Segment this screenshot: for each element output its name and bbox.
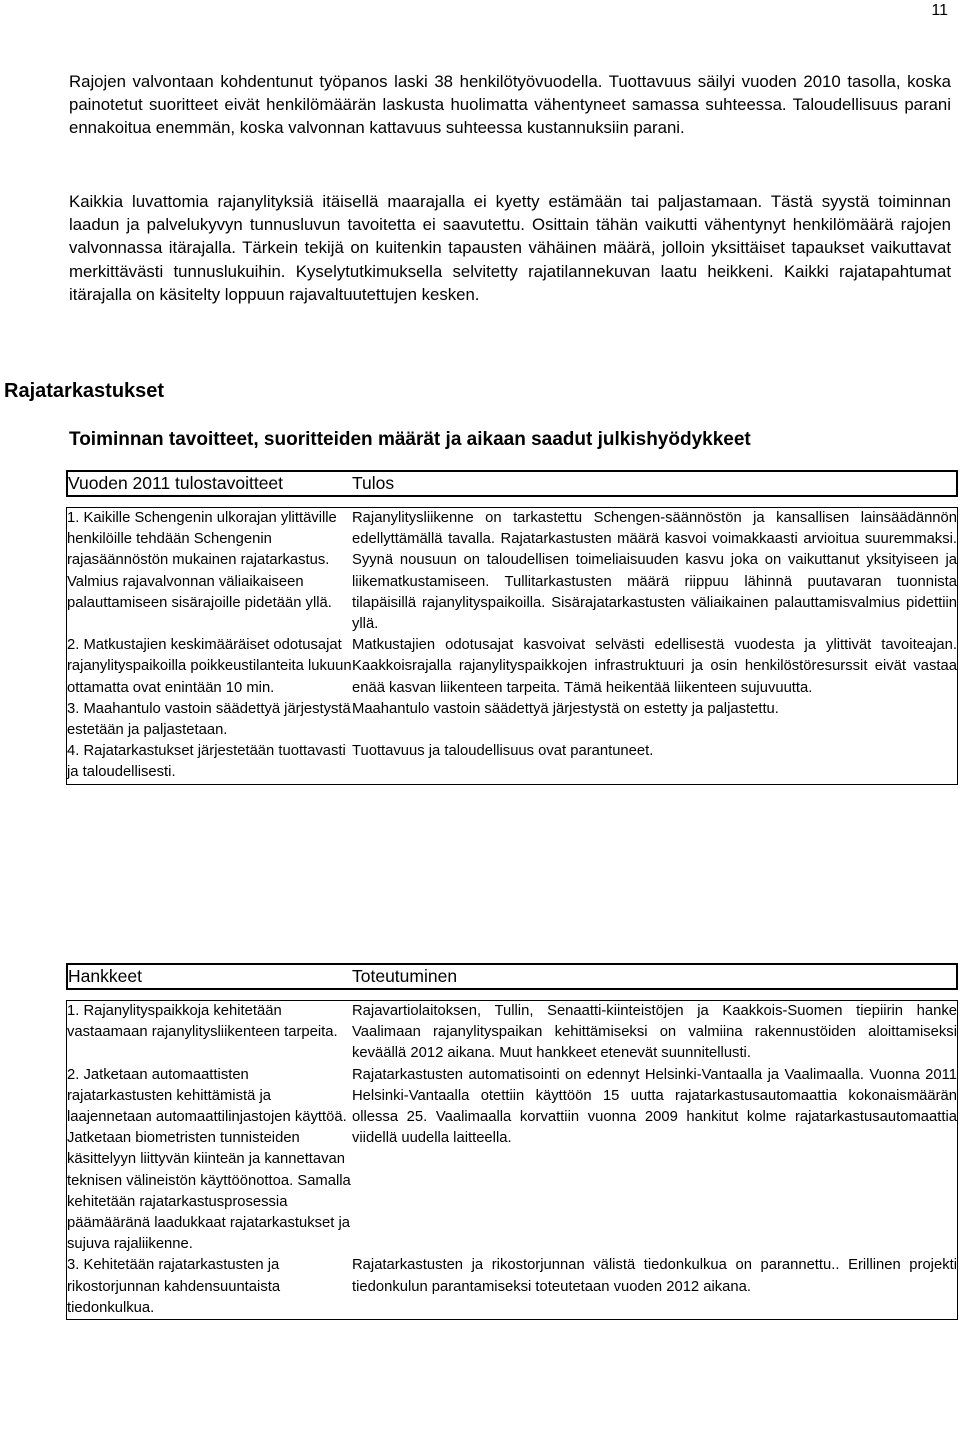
target-cell: 1. Kaikille Schengenin ulkorajan ylittäville henkilöille tehdään Schengenin rajasäännöstön mukainen rajatarkastus. Valmius rajavalvonnan väliaikaiseen palauttamiseen sisärajoille pidetään yllä. bbox=[66, 508, 352, 635]
column-header-implementation: Toteutuminen bbox=[352, 963, 958, 990]
table-row bbox=[66, 635, 958, 699]
target-cell: 4. Rajatarkastukset järjestetään tuottavasti ja taloudellisesti. bbox=[66, 741, 352, 784]
target-cell: 2. Matkustajien keskimääräiset odotusajat rajanylityspaikoilla poikkeustilanteita lukuun ottamatta ovat enintään 10 min. bbox=[66, 635, 352, 699]
table-row bbox=[66, 699, 958, 741]
column-header-targets: Vuoden 2011 tulostavoitteet bbox=[66, 470, 352, 497]
section-heading: Rajatarkastukset bbox=[4, 380, 165, 402]
result-cell: Rajanylitysliikenne on tarkastettu Schengen-säännöstön ja kansallisen lainsäädännön edellyttämällä tavalla. Rajatarkastusten määrä kasvoi voimakkaasti arvioitua suuremmaksi. Syynä nousuun on taloudellisen toimeliaisuuden kasvu joka on vaikuttanut yksityiseen ja liikematkustamiseen. Tullitarkastusten määrä riippuu lähinnä puutavaran tuonnista tilapäisillä rajanylityspaikoilla. Sisärajatarkastusten väliaikainen palauttamisvalmius pidettiin yllä. bbox=[352, 508, 958, 635]
result-cell: Matkustajien odotusajat kasvoivat selvästi edellisestä vuodesta ja ylittivät tavoiteajan. Kaakkoisrajalla rajanylityspaikkojen infrastruktuuri ja osin henkilöstöresurssit eivät vastaa enää kasvan liikenteen tarpeita. Tämä heikentää liikenteen sujuvuutta. bbox=[352, 635, 958, 699]
table-header-row bbox=[66, 963, 958, 990]
project-cell: 3. Kehitetään rajatarkastusten ja rikostorjunnan kahdensuuntaista tiedonkulkua. bbox=[66, 1255, 352, 1320]
project-cell: 2. Jatketaan automaattisten rajatarkastusten kehittämistä ja laajennetaan automaattilinjastojen käyttöä. Jatketaan biometristen tunnisteiden käsittelyyn liittyvän kiinteän ja kannettavan teknisen välineistön käyttöönottoa. Samalla kehitetään rajatarkastusprosessia päämääränä laadukkaat rajatarkastukset ja sujuva rajaliikenne. bbox=[66, 1065, 352, 1256]
result-cell: Maahantulo vastoin säädettyä järjestystä on estetty ja paljastettu. bbox=[352, 699, 958, 741]
implementation-cell: Rajavartiolaitoksen, Tullin, Senaatti-kiinteistöjen ja Kaakkois-Suomen tiepiirin hanke Vaalimaan rajanylityspaikan kehittämiseksi on valmiina rakennustöiden aloittamiseksi keväällä 2012 aikana. Muut hankkeet etenevät suunnitellusti. bbox=[352, 1001, 958, 1065]
target-cell: 3. Maahantulo vastoin säädettyä järjestystä estetään ja paljastetaan. bbox=[66, 699, 352, 741]
body-paragraph-border-crossings: Kaikkia luvattomia rajanylityksiä itäisellä maarajalla ei kyetty estämään tai paljastamaan. Tästä syystä toiminnan laadun ja palvelukyvyn tunnusluvun tavoitetta ei saavutettu. Osittain tähän vaikutti vähentynyt henkilömäärä rajojen valvonnassa itärajalla. Tärkein tekijä on kuitenkin tapausten vähäinen määrä, jolloin yksittäiset tapaukset vaikuttavat merkittävästi tunnuslukuihin. Kyselytutkimuksella selvitetty rajatilannekuvan laatu heikkeni. Kaikki rajatapahtumat itärajalla on käsitelty loppuun rajavaltuutettujen kesken. bbox=[69, 192, 951, 304]
table-row bbox=[66, 741, 958, 784]
column-header-results: Tulos bbox=[352, 470, 958, 497]
result-cell: Tuottavuus ja taloudellisuus ovat parantuneet. bbox=[352, 741, 958, 784]
implementation-cell: Rajatarkastusten automatisointi on edennyt Helsinki-Vantaalla ja Vaalimaalla. Vuonna 2011 Helsinki-Vantaalla otettiin käyttöön 15 uutta rajatarkastusautomaattia kokonaismäärän ollessa 25. Vaalimaalla korvattiin vuonna 2009 hankitut kolme rajatarkastusautomaattia viidellä uudella laitteella. bbox=[352, 1065, 958, 1256]
table-header-row bbox=[66, 470, 958, 497]
projects-table bbox=[66, 963, 958, 1320]
page-number: 11 bbox=[931, 2, 948, 19]
column-header-projects: Hankkeet bbox=[66, 963, 352, 990]
table-row bbox=[66, 1001, 958, 1065]
body-paragraph-productivity: Rajojen valvontaan kohdentunut työpanos laski 38 henkilötyövuodella. Tuottavuus säilyi vuoden 2010 tasolla, koska painotetut suoritteet eivät henkilömäärän laskusta huolimatta vähentyneet samassa suhteessa. Taloudellisuus parani ennakoitua enemmän, koska valvonnan kattavuus suhteessa kustannuksiin parani. bbox=[69, 72, 951, 138]
table-row bbox=[66, 508, 958, 635]
table-row bbox=[66, 1255, 958, 1320]
table-row bbox=[66, 1065, 958, 1256]
project-cell: 1. Rajanylityspaikkoja kehitetään vastaamaan rajanylitysliikenteen tarpeita. bbox=[66, 1001, 352, 1065]
implementation-cell: Rajatarkastusten ja rikostorjunnan välistä tiedonkulkua on parannettu.. Erillinen projekti tiedonkulun parantamiseksi toteutetaan vuoden 2012 aikana. bbox=[352, 1255, 958, 1320]
sub-heading: Toiminnan tavoitteet, suoritteiden määrät ja aikaan saadut julkishyödykkeet bbox=[69, 429, 751, 450]
targets-results-table bbox=[66, 470, 958, 785]
